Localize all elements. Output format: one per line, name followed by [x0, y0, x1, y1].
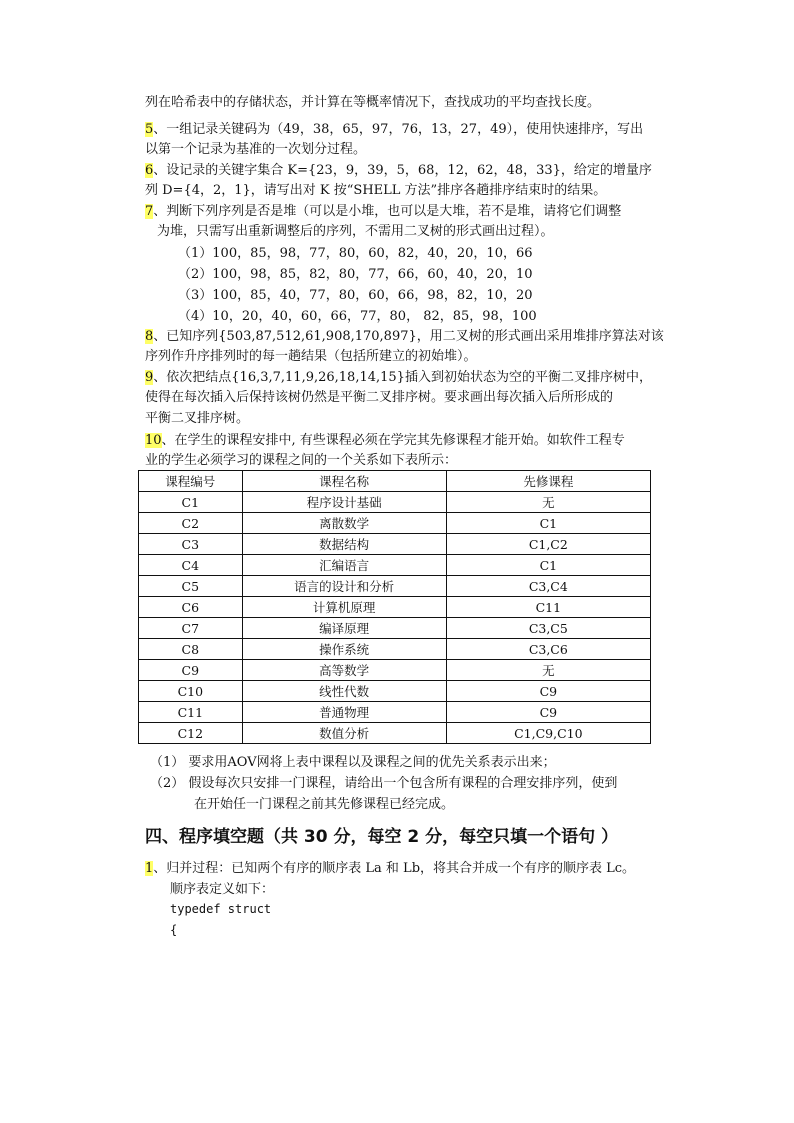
table-cell: 计算机原理 — [242, 597, 446, 618]
question-text: 、归并过程：已知两个有序的顺序表 La 和 Lb，将其合并成一个有序的顺序表 Lc。 — [153, 861, 636, 876]
table-cell: C10 — [139, 681, 243, 702]
question-number: 10 — [145, 433, 162, 448]
table-cell: C12 — [139, 723, 243, 744]
question-text: 、判断下列序列是否是堆（可以是小堆，也可以是大堆，若不是堆，请将它们调整 — [153, 204, 622, 219]
table-cell: C9 — [139, 660, 243, 681]
column-header: 课程名称 — [242, 471, 446, 492]
table-cell: 数据结构 — [242, 534, 446, 555]
table-cell: C4 — [139, 555, 243, 576]
text-line: 在开始任一门课程之前其先修课程已经完成。 — [194, 797, 455, 812]
table-cell: C1,C2 — [446, 534, 650, 555]
question-6 — [145, 160, 652, 181]
text-line: 序列作升序排列时的每一趟结果（包括所建立的初始堆）。 — [145, 349, 477, 364]
table-cell: C3,C6 — [446, 639, 650, 660]
table-cell: 操作系统 — [242, 639, 446, 660]
text-line: 使得在每次插入后保持该树仍然是平衡二叉排序树。要求画出每次插入后所形成的 — [145, 390, 614, 405]
question-8 — [145, 326, 664, 347]
table-cell: C3,C4 — [446, 576, 650, 597]
table-cell: C1,C9,C10 — [446, 723, 650, 744]
text-line: 顺序表定义如下： — [170, 882, 275, 897]
question-7 — [145, 201, 621, 222]
requirement-1: （1） 要求用AOV网将上表中课程以及课程之间的优先关系表示出来； — [150, 755, 556, 770]
table-cell: 高等数学 — [242, 660, 446, 681]
code-line: typedef struct — [170, 902, 272, 916]
column-header: 先修课程 — [446, 471, 650, 492]
table-row — [139, 555, 651, 576]
text-line: 列在哈希表中的存储状态，并计算在等概率情况下，查找成功的平均查找长度。 — [145, 95, 601, 110]
code-line: { — [170, 923, 178, 937]
table-cell: 无 — [446, 492, 650, 513]
heap-sequence-2: （2）100，98，85，82，80，77，66，60，40，20，10 — [178, 267, 533, 282]
table-cell: C3 — [139, 534, 243, 555]
text-line: 平衡二叉排序树。 — [145, 411, 250, 426]
table-cell: C9 — [446, 702, 650, 723]
table-header-row — [139, 471, 651, 492]
question-number: 9 — [145, 370, 154, 385]
question-number: 6 — [145, 163, 154, 178]
question-text: 、一组记录关键码为（49，38，65，97，76，13，27，49），使用快速排序，写出 — [153, 122, 644, 137]
question-number: 8 — [145, 329, 154, 344]
table-cell: 无 — [446, 660, 650, 681]
table-row — [139, 597, 651, 618]
table-row — [139, 576, 651, 597]
question-text: 、在学生的课程安排中, 有些课程必须在学完其先修课程才能开始。如软件工程专 — [161, 433, 625, 448]
table-cell: C11 — [446, 597, 650, 618]
table-cell: C1 — [446, 513, 650, 534]
question-text: 、已知序列{503,87,512,61,908,170,897}，用二叉树的形式画出采用堆排序算法对该 — [153, 329, 664, 344]
heap-sequence-3: （3）100，85，40，77，80，60，66，98，82，10，20 — [178, 288, 533, 303]
text-line: 业的学生必须学习的课程之间的一个关系如下表所示： — [145, 453, 458, 468]
table-cell: 语言的设计和分析 — [242, 576, 446, 597]
table-cell: 离散数学 — [242, 513, 446, 534]
table-cell: C1 — [446, 555, 650, 576]
question-9 — [145, 367, 652, 388]
table-row — [139, 702, 651, 723]
table-cell: C6 — [139, 597, 243, 618]
section-title: 四、程序填空题（共 30 分，每空 2 分，每空只填一个语句 ） — [145, 827, 619, 847]
question-number: 1 — [145, 861, 154, 876]
question-text: 、依次把结点{16,3,7,11,9,26,18,14,15}插入到初始状态为空的平衡二叉排序树中， — [153, 370, 652, 385]
table-cell: 编译原理 — [242, 618, 446, 639]
heap-sequence-4: （4）10，20，40，60，66，77，80， 82，85，98，100 — [178, 309, 537, 324]
table-row — [139, 618, 651, 639]
program-question-1 — [145, 858, 635, 879]
table-row — [139, 492, 651, 513]
table-row — [139, 639, 651, 660]
table-cell: C7 — [139, 618, 243, 639]
text-line: 以第一个记录为基准的一次划分过程。 — [145, 142, 367, 157]
table-cell: 线性代数 — [242, 681, 446, 702]
table-cell: 程序设计基础 — [242, 492, 446, 513]
table-cell: 数值分析 — [242, 723, 446, 744]
text-line: 列 D={4，2，1}，请写出对 K 按“SHELL 方法”排序各趟排序结束时的结果。 — [145, 183, 607, 198]
table-row — [139, 534, 651, 555]
table-cell: C3,C5 — [446, 618, 650, 639]
table-cell: C1 — [139, 492, 243, 513]
table-cell: 汇编语言 — [242, 555, 446, 576]
table-cell: C2 — [139, 513, 243, 534]
text-line: 为堆，只需写出重新调整后的序列，不需用二叉树的形式画出过程）。 — [157, 224, 554, 239]
table-row — [139, 723, 651, 744]
table-cell: C5 — [139, 576, 243, 597]
table-cell: C11 — [139, 702, 243, 723]
question-text: 、设记录的关键字集合 K={23，9，39，5，68，12，62，48，33}，给定的增量序 — [153, 163, 652, 178]
table-row — [139, 681, 651, 702]
table-row — [139, 513, 651, 534]
question-10 — [145, 430, 625, 451]
requirement-2: （2） 假设每次只安排一门课程，请给出一个包含所有课程的合理安排序列，使到 — [150, 776, 618, 791]
table-cell: 普通物理 — [242, 702, 446, 723]
table-cell: C8 — [139, 639, 243, 660]
question-number: 7 — [145, 204, 154, 219]
table-row — [139, 660, 651, 681]
table-cell: C9 — [446, 681, 650, 702]
question-5 — [145, 119, 643, 140]
heap-sequence-1: （1）100，85，98，77，80，60，82，40，20，10，66 — [178, 246, 533, 261]
question-number: 5 — [145, 122, 154, 137]
column-header: 课程编号 — [139, 471, 243, 492]
course-table — [138, 470, 651, 744]
